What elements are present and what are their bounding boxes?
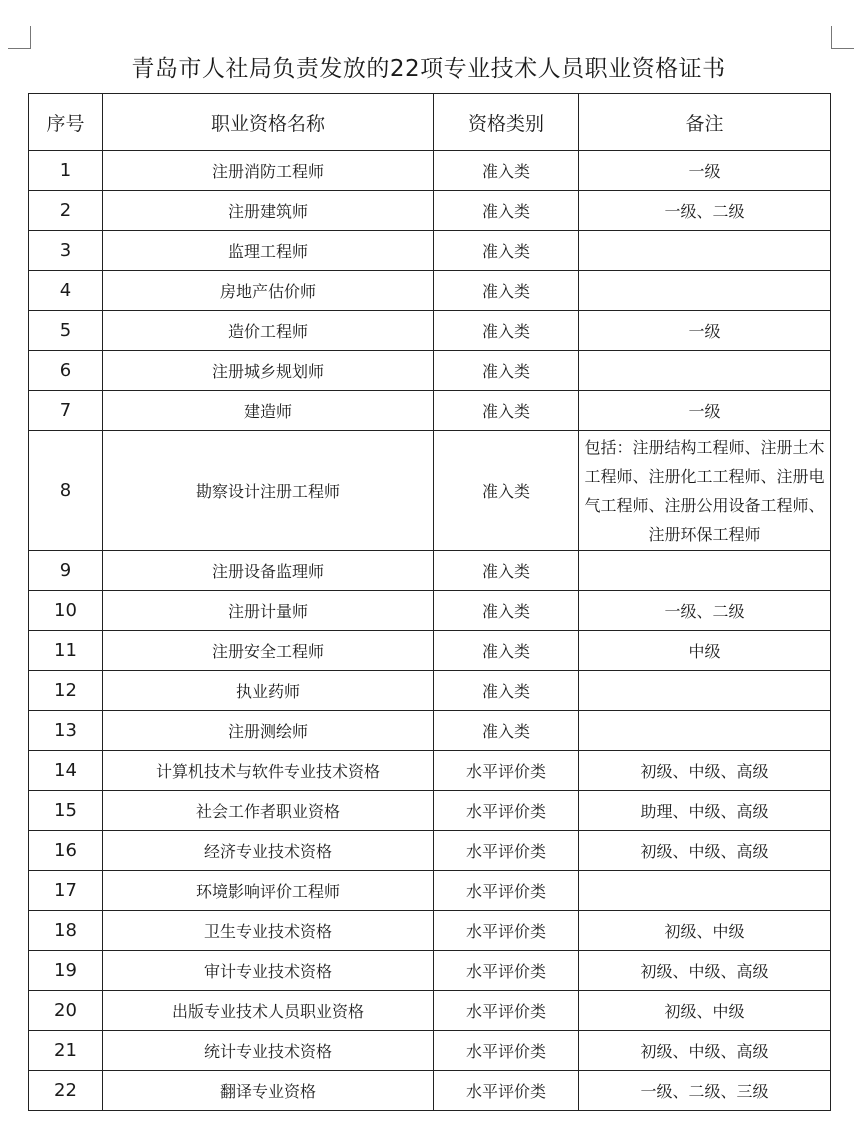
cell-remark [579, 871, 831, 911]
cell-remark: 初级、中级、高级 [579, 831, 831, 871]
cell-category: 准入类 [434, 631, 579, 671]
cell-index: 2 [29, 191, 103, 231]
cell-category: 准入类 [434, 271, 579, 311]
table-row [29, 991, 831, 1031]
cell-remark [579, 271, 831, 311]
table-row [29, 951, 831, 991]
cell-remark: 初级、中级、高级 [579, 1031, 831, 1071]
table-row [29, 351, 831, 391]
cell-remark: 一级 [579, 311, 831, 351]
cell-remark [579, 671, 831, 711]
cell-name: 计算机技术与软件专业技术资格 [103, 751, 434, 791]
table-row [29, 551, 831, 591]
cell-name: 经济专业技术资格 [103, 831, 434, 871]
cell-name: 审计专业技术资格 [103, 951, 434, 991]
cell-category: 水平评价类 [434, 951, 579, 991]
cell-remark [579, 351, 831, 391]
cell-index: 17 [29, 871, 103, 911]
cell-category: 水平评价类 [434, 751, 579, 791]
cell-index: 6 [29, 351, 103, 391]
cell-index: 20 [29, 991, 103, 1031]
cell-category: 水平评价类 [434, 791, 579, 831]
cell-remark: 初级、中级 [579, 911, 831, 951]
cell-name: 注册计量师 [103, 591, 434, 631]
cell-index: 19 [29, 951, 103, 991]
cell-category: 准入类 [434, 351, 579, 391]
table-row [29, 151, 831, 191]
cell-remark [579, 551, 831, 591]
cell-category: 准入类 [434, 591, 579, 631]
cell-category: 水平评价类 [434, 1031, 579, 1071]
cell-remark: 初级、中级、高级 [579, 951, 831, 991]
cell-category: 准入类 [434, 671, 579, 711]
table-row [29, 831, 831, 871]
cell-remark: 中级 [579, 631, 831, 671]
table-row [29, 871, 831, 911]
cell-category: 水平评价类 [434, 1071, 579, 1111]
cell-name: 注册安全工程师 [103, 631, 434, 671]
table-row [29, 1071, 831, 1111]
certificate-table [28, 93, 831, 1111]
header-remark: 备注 [579, 94, 831, 151]
cell-name: 社会工作者职业资格 [103, 791, 434, 831]
cell-name: 建造师 [103, 391, 434, 431]
cell-remark: 包括：注册结构工程师、注册土木工程师、注册化工工程师、注册电气工程师、注册公用设备工程师、注册环保工程师 [579, 431, 831, 551]
table-row [29, 391, 831, 431]
cell-index: 3 [29, 231, 103, 271]
table-row [29, 631, 831, 671]
cell-remark: 助理、中级、高级 [579, 791, 831, 831]
table-row [29, 431, 831, 551]
cell-category: 准入类 [434, 191, 579, 231]
cell-category: 水平评价类 [434, 911, 579, 951]
cell-name: 造价工程师 [103, 311, 434, 351]
table-row [29, 791, 831, 831]
cell-category: 准入类 [434, 551, 579, 591]
header-index: 序号 [29, 94, 103, 151]
cell-remark: 一级 [579, 151, 831, 191]
cell-index: 18 [29, 911, 103, 951]
cell-index: 4 [29, 271, 103, 311]
cell-name: 监理工程师 [103, 231, 434, 271]
cell-index: 15 [29, 791, 103, 831]
cell-remark: 一级、二级 [579, 191, 831, 231]
table-row [29, 271, 831, 311]
cell-category: 准入类 [434, 151, 579, 191]
table-row [29, 1031, 831, 1071]
cell-index: 11 [29, 631, 103, 671]
cell-name: 统计专业技术资格 [103, 1031, 434, 1071]
cell-name: 房地产估价师 [103, 271, 434, 311]
cell-index: 5 [29, 311, 103, 351]
table-row [29, 751, 831, 791]
table-header-row [29, 94, 831, 151]
table-row [29, 591, 831, 631]
cell-name: 翻译专业资格 [103, 1071, 434, 1111]
cell-index: 7 [29, 391, 103, 431]
cell-remark: 一级 [579, 391, 831, 431]
cell-index: 16 [29, 831, 103, 871]
cell-index: 21 [29, 1031, 103, 1071]
cell-name: 执业药师 [103, 671, 434, 711]
cell-category: 水平评价类 [434, 831, 579, 871]
header-name: 职业资格名称 [103, 94, 434, 151]
page-corner-mark-left [8, 26, 31, 49]
cell-category: 准入类 [434, 711, 579, 751]
cell-remark: 初级、中级、高级 [579, 751, 831, 791]
cell-name: 注册消防工程师 [103, 151, 434, 191]
cell-category: 水平评价类 [434, 871, 579, 911]
cell-name: 注册测绘师 [103, 711, 434, 751]
table-body [29, 151, 831, 1111]
cell-category: 水平评价类 [434, 991, 579, 1031]
cell-category: 准入类 [434, 231, 579, 271]
cell-index: 12 [29, 671, 103, 711]
cell-category: 准入类 [434, 431, 579, 551]
cell-name: 出版专业技术人员职业资格 [103, 991, 434, 1031]
cell-name: 注册建筑师 [103, 191, 434, 231]
cell-index: 9 [29, 551, 103, 591]
cell-category: 准入类 [434, 391, 579, 431]
cell-remark [579, 231, 831, 271]
table-row [29, 311, 831, 351]
cell-index: 10 [29, 591, 103, 631]
cell-name: 勘察设计注册工程师 [103, 431, 434, 551]
table-row [29, 671, 831, 711]
cell-name: 卫生专业技术资格 [103, 911, 434, 951]
header-category: 资格类别 [434, 94, 579, 151]
cell-name: 注册城乡规划师 [103, 351, 434, 391]
table-row [29, 711, 831, 751]
document-title: 青岛市人社局负责发放的22项专业技术人员职业资格证书 [131, 56, 726, 82]
cell-index: 8 [29, 431, 103, 551]
cell-name: 环境影响评价工程师 [103, 871, 434, 911]
cell-index: 22 [29, 1071, 103, 1111]
cell-remark: 一级、二级 [579, 591, 831, 631]
cell-category: 准入类 [434, 311, 579, 351]
table-row [29, 911, 831, 951]
cell-name: 注册设备监理师 [103, 551, 434, 591]
cell-remark: 初级、中级 [579, 991, 831, 1031]
cell-remark: 一级、二级、三级 [579, 1071, 831, 1111]
cell-index: 14 [29, 751, 103, 791]
cell-index: 1 [29, 151, 103, 191]
page-corner-mark-right [831, 26, 854, 49]
cell-remark [579, 711, 831, 751]
table-row [29, 191, 831, 231]
cell-index: 13 [29, 711, 103, 751]
table-row [29, 231, 831, 271]
